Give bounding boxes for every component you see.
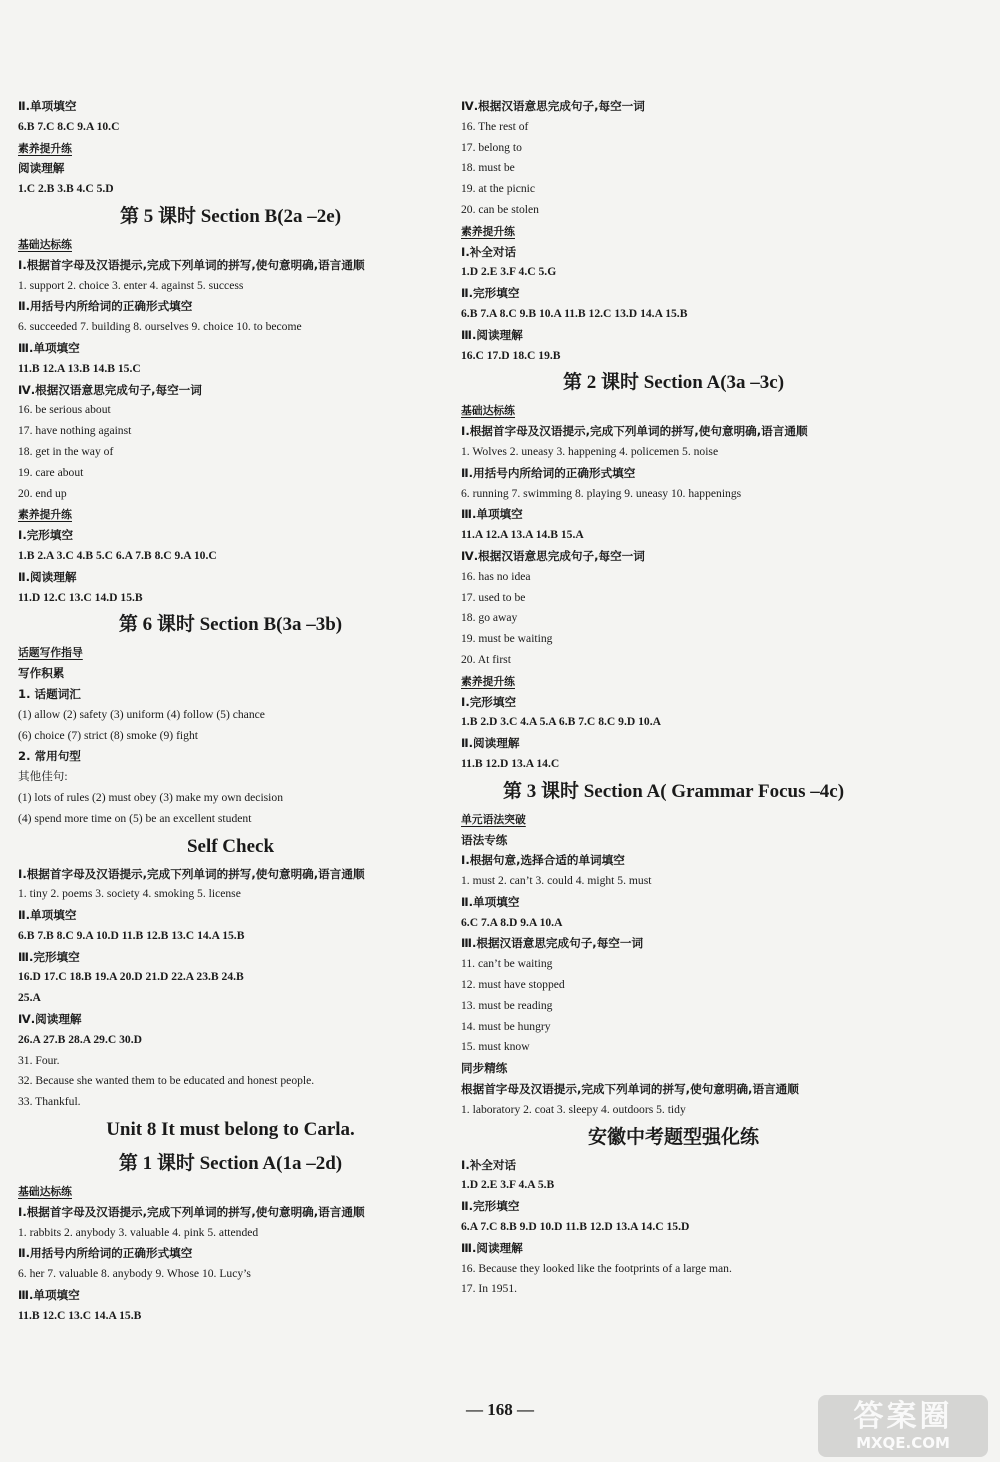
left-column bbox=[18, 96, 443, 1327]
practice-tag: 基础达标练 bbox=[461, 404, 515, 418]
question-heading: Ⅱ.单项填空 bbox=[18, 908, 77, 923]
answer-line: (1) lots of rules (2) must obey (3) make my own decision bbox=[18, 790, 283, 804]
question-heading: 根据首字母及汉语提示,完成下列单词的拼写,使句意明确,语言通顺 bbox=[461, 1082, 799, 1097]
tag-line bbox=[18, 504, 443, 525]
answer-line: 16. Because they looked like the footprints of a large man. bbox=[461, 1261, 732, 1275]
section-title: 第 6 课时 Section B(3a –3b) bbox=[118, 614, 343, 636]
question-heading: Ⅱ.单项填空 bbox=[18, 99, 77, 113]
answer-line: 1.C 2.B 3.B 4.C 5.D bbox=[18, 182, 114, 196]
question-heading: 语法专练 bbox=[461, 832, 508, 847]
question-heading: 同步精练 bbox=[461, 1061, 508, 1076]
answer-line: 6.B 7.A 8.C 9.B 10.A 11.B 12.C 13.D 14.A 15.B bbox=[461, 306, 688, 320]
answer-line: 17. belong to bbox=[461, 140, 522, 154]
question-heading: Ⅲ.根据汉语意思完成句子,每空一词 bbox=[461, 936, 644, 951]
question-heading: 阅读理解 bbox=[18, 161, 65, 176]
section-title: 第 3 课时 Section A( Grammar Focus –4c) bbox=[502, 780, 845, 802]
tag-line bbox=[18, 234, 443, 255]
answer-line: (1) allow (2) safety (3) uniform (4) follow (5) chance bbox=[18, 707, 265, 721]
tag-line bbox=[461, 671, 886, 692]
answer-line: 11.D 12.C 13.C 14.D 15.B bbox=[18, 590, 143, 604]
answer-line: 17. used to be bbox=[461, 590, 526, 604]
tag-line bbox=[461, 809, 886, 830]
question-heading: Ⅱ.单项填空 bbox=[461, 894, 520, 909]
answer-line: 31. Four. bbox=[18, 1053, 60, 1067]
answer-line: 13. must be reading bbox=[461, 998, 553, 1012]
question-heading: Ⅰ.根据句意,选择合适的单词填空 bbox=[461, 853, 625, 868]
answer-line: 17. In 1951. bbox=[461, 1282, 518, 1296]
question-heading: Ⅰ.根据首字母及汉语提示,完成下列单词的拼写,使句意明确,语言通顺 bbox=[18, 257, 365, 272]
question-heading: Ⅰ.根据首字母及汉语提示,完成下列单词的拼写,使句意明确,语言通顺 bbox=[18, 1204, 365, 1219]
answer-line: 6. succeeded 7. building 8. ourselves 9. choice 10. to become bbox=[18, 320, 302, 334]
tag-line bbox=[461, 221, 886, 242]
answer-line: 19. care about bbox=[18, 465, 84, 479]
answer-line: 1. Wolves 2. uneasy 3. happening 4. policemen 5. noise bbox=[461, 444, 719, 458]
question-heading: Ⅱ.用括号内所给词的正确形式填空 bbox=[18, 1246, 193, 1261]
watermark-text: 答案圈 bbox=[853, 1399, 953, 1434]
tag-line bbox=[461, 400, 886, 421]
answer-line: 1.D 2.E 3.F 4.C 5.G bbox=[461, 265, 557, 279]
tag-line bbox=[18, 138, 443, 159]
answer-line: 1. must 2. can’t 3. could 4. might 5. must bbox=[461, 874, 652, 888]
section-title: 第 1 课时 Section A(1a –2d) bbox=[118, 1153, 343, 1175]
answer-line: 19. at the picnic bbox=[461, 182, 536, 196]
answer-line: 20. At first bbox=[461, 652, 511, 666]
practice-tag: 素养提升练 bbox=[18, 141, 72, 155]
watermark-url: MXQE.COM bbox=[856, 1434, 950, 1452]
answer-line: 其他佳句: bbox=[18, 770, 68, 784]
question-heading: Ⅰ.根据首字母及汉语提示,完成下列单词的拼写,使句意明确,语言通顺 bbox=[18, 866, 365, 881]
question-heading: Ⅳ.根据汉语意思完成句子,每空一词 bbox=[461, 548, 645, 563]
question-heading: Ⅰ.补全对话 bbox=[461, 244, 517, 259]
answer-line: 32. Because she wanted them to be educated and honest people. bbox=[18, 1074, 315, 1088]
answer-line: 25.A bbox=[18, 991, 41, 1005]
section-title: 第 2 课时 Section A(3a –3c) bbox=[562, 372, 785, 394]
practice-tag: 基础达标练 bbox=[18, 1185, 72, 1199]
answer-line: 16.D 17.C 18.B 19.A 20.D 21.D 22.A 23.B 24.B bbox=[18, 970, 244, 984]
watermark-logo bbox=[818, 1395, 988, 1457]
answer-line: 1.B 2.D 3.C 4.A 5.A 6.B 7.C 8.C 9.D 10.A bbox=[461, 715, 662, 729]
practice-tag: 素养提升练 bbox=[461, 224, 515, 238]
answer-line: 19. must be waiting bbox=[461, 632, 553, 646]
right-column bbox=[461, 96, 886, 1300]
question-heading: 1. 话题词汇 bbox=[18, 686, 81, 701]
section-title: 第 5 课时 Section B(2a –2e) bbox=[119, 205, 342, 227]
answer-line: 16. The rest of bbox=[461, 119, 529, 133]
answer-line: 17. have nothing against bbox=[18, 424, 132, 438]
question-heading: Ⅱ.阅读理解 bbox=[461, 736, 520, 751]
question-heading: Ⅲ.完形填空 bbox=[18, 949, 80, 964]
question-heading: Ⅱ.阅读理解 bbox=[18, 569, 77, 584]
answer-line: (6) choice (7) strict (8) smoke (9) fight bbox=[18, 728, 198, 742]
question-heading: Ⅰ.完形填空 bbox=[461, 694, 517, 709]
question-heading: Ⅱ.用括号内所给词的正确形式填空 bbox=[18, 299, 193, 314]
answer-line: 16. be serious about bbox=[18, 403, 111, 417]
answer-line: 1.B 2.A 3.C 4.B 5.C 6.A 7.B 8.C 9.A 10.C bbox=[18, 548, 217, 562]
question-heading: Ⅲ.单项填空 bbox=[461, 507, 523, 522]
answer-line: 11.B 12.A 13.B 14.B 15.C bbox=[18, 361, 141, 375]
question-heading: 写作积累 bbox=[18, 666, 65, 681]
answer-line: 18. get in the way of bbox=[18, 444, 114, 458]
section-title: Self Check bbox=[186, 835, 275, 857]
answer-line: 16.C 17.D 18.C 19.B bbox=[461, 348, 561, 362]
answer-line: 6.B 7.C 8.C 9.A 10.C bbox=[18, 119, 120, 133]
question-heading: Ⅲ.单项填空 bbox=[18, 340, 80, 355]
answer-line: 26.A 27.B 28.A 29.C 30.D bbox=[18, 1032, 142, 1046]
practice-tag: 话题写作指导 bbox=[18, 646, 83, 660]
answer-line: 6.A 7.C 8.B 9.D 10.D 11.B 12.D 13.A 14.C 15.D bbox=[461, 1220, 690, 1234]
answer-line: 14. must be hungry bbox=[461, 1019, 551, 1033]
question-heading: 2. 常用句型 bbox=[18, 749, 81, 764]
answer-line: 11.B 12.C 13.C 14.A 15.B bbox=[18, 1308, 142, 1322]
question-heading: Ⅱ.完形填空 bbox=[461, 286, 520, 301]
answer-line: 11. can’t be waiting bbox=[461, 957, 553, 971]
practice-tag: 单元语法突破 bbox=[461, 812, 526, 826]
answer-line: 6.C 7.A 8.D 9.A 10.A bbox=[461, 915, 563, 929]
practice-tag: 基础达标练 bbox=[18, 237, 72, 251]
answer-line: 6.B 7.B 8.C 9.A 10.D 11.B 12.B 13.C 14.A 15.B bbox=[18, 928, 245, 942]
answer-line: 18. go away bbox=[461, 611, 518, 625]
practice-tag: 素养提升练 bbox=[18, 508, 72, 522]
question-heading: Ⅰ.补全对话 bbox=[461, 1157, 517, 1172]
answer-line: 11.B 12.D 13.A 14.C bbox=[461, 756, 560, 770]
tag-line bbox=[18, 1181, 443, 1202]
question-heading: Ⅲ.单项填空 bbox=[18, 1288, 80, 1303]
tag-line bbox=[18, 642, 443, 663]
answer-line: 1. rabbits 2. anybody 3. valuable 4. pink 5. attended bbox=[18, 1225, 259, 1239]
answer-line: 18. must be bbox=[461, 161, 515, 175]
section-title: Unit 8 It must belong to Carla. bbox=[106, 1119, 355, 1141]
practice-tag: 素养提升练 bbox=[461, 674, 515, 688]
question-heading: Ⅰ.根据首字母及汉语提示,完成下列单词的拼写,使句意明确,语言通顺 bbox=[461, 424, 808, 439]
answer-line: 15. must know bbox=[461, 1040, 530, 1054]
question-heading: Ⅲ.阅读理解 bbox=[461, 327, 523, 342]
answer-line: 16. has no idea bbox=[461, 569, 531, 583]
answer-line: 11.A 12.A 13.A 14.B 15.A bbox=[461, 528, 584, 542]
question-heading: Ⅱ.用括号内所给词的正确形式填空 bbox=[461, 465, 636, 480]
answer-line: (4) spend more time on (5) be an excellent student bbox=[18, 811, 252, 825]
answer-line: 20. end up bbox=[18, 486, 67, 500]
answer-line: 1. support 2. choice 3. enter 4. against 5. success bbox=[18, 278, 244, 292]
answer-line: 1. laboratory 2. coat 3. sleepy 4. outdoors 5. tidy bbox=[461, 1102, 686, 1116]
question-heading: Ⅰ.完形填空 bbox=[18, 528, 74, 543]
answer-line: 33. Thankful. bbox=[18, 1095, 81, 1109]
question-heading: Ⅱ.完形填空 bbox=[461, 1199, 520, 1214]
section-title: 安徽中考题型强化练 bbox=[587, 1126, 759, 1148]
answer-line: 6. running 7. swimming 8. playing 9. uneasy 10. happenings bbox=[461, 486, 742, 500]
answer-line: 6. her 7. valuable 8. anybody 9. Whose 10. Lucy’s bbox=[18, 1267, 251, 1281]
answer-line: 1. tiny 2. poems 3. society 4. smoking 5. license bbox=[18, 887, 241, 901]
answer-line: 20. can be stolen bbox=[461, 202, 539, 216]
answer-line: 12. must have stopped bbox=[461, 978, 565, 992]
question-heading: Ⅲ.阅读理解 bbox=[461, 1240, 523, 1255]
question-heading: Ⅳ.根据汉语意思完成句子,每空一词 bbox=[461, 99, 645, 113]
answer-line: 1.D 2.E 3.F 4.A 5.B bbox=[461, 1178, 555, 1192]
question-heading: Ⅳ.阅读理解 bbox=[18, 1012, 82, 1027]
page-number: — 168 — bbox=[466, 1400, 534, 1419]
question-heading: Ⅳ.根据汉语意思完成句子,每空一词 bbox=[18, 382, 202, 397]
